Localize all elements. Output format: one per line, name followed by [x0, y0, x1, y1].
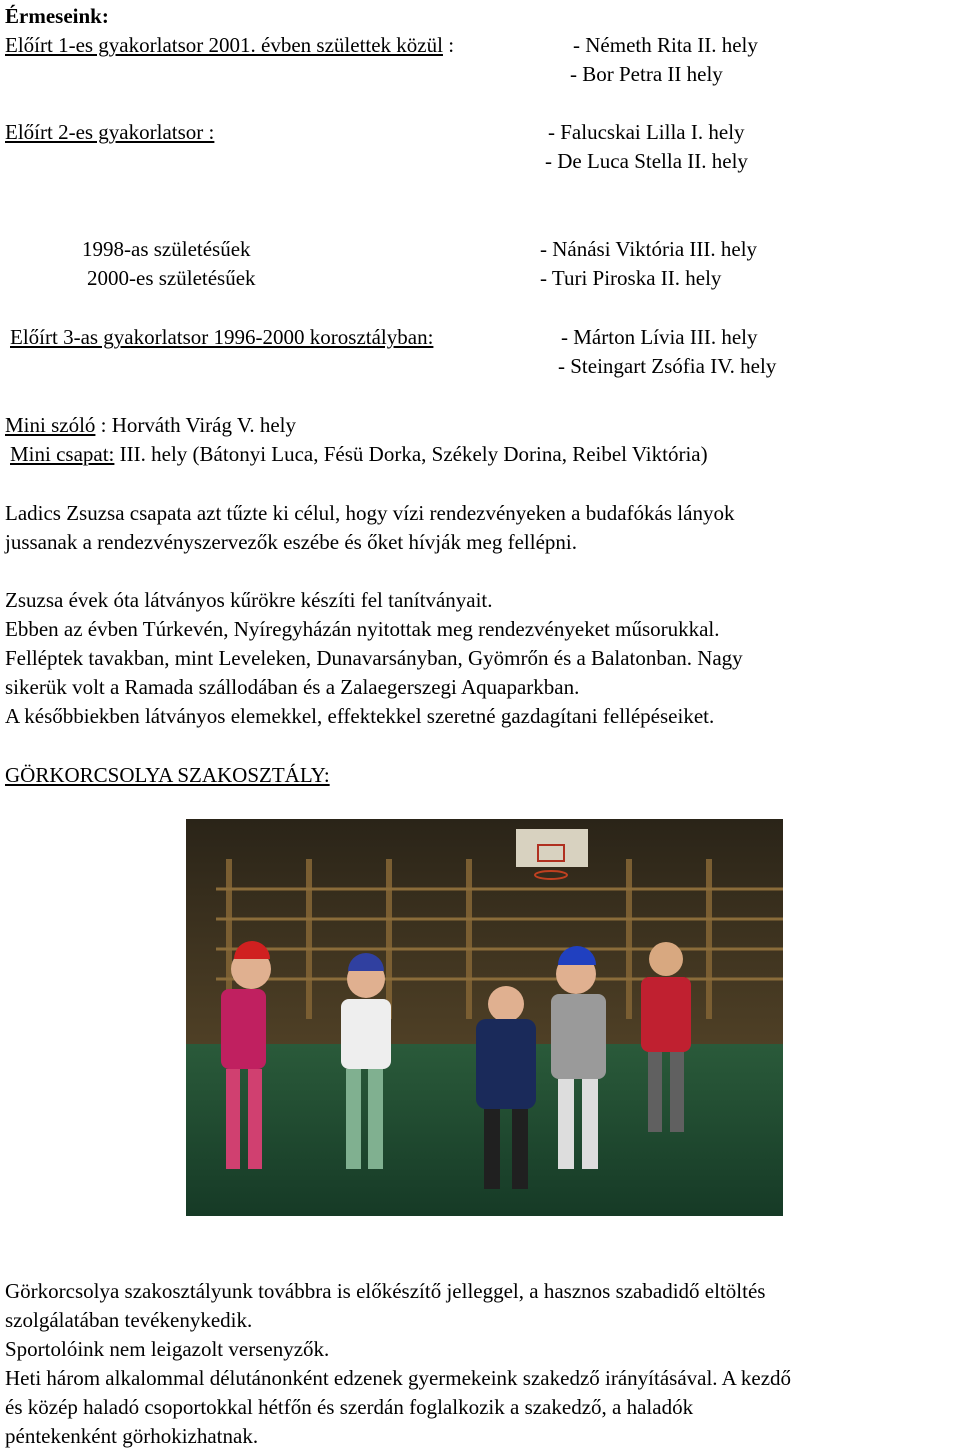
mini-solo-result: : Horváth Virág V. hely — [95, 413, 296, 437]
category-1-result-1: - Németh Rita II. hely — [573, 33, 758, 57]
skating-line-4: Heti három alkalommal délutánonként edzenek gyermekeink szakedző irányításával. A kezdő — [5, 1366, 792, 1390]
mini-solo — [5, 411, 296, 440]
category-3-result-1: - Márton Lívia III. hely — [561, 325, 758, 349]
subgroup-2000-result: - Turi Piroska II. hely — [540, 266, 722, 290]
mini-team-label: Mini csapat: — [10, 442, 115, 466]
paragraph-2-line-4: sikerük volt a Ramada szállodában és a Zalaegerszegi Aquaparkban. — [5, 675, 580, 699]
paragraph-2-line-3: Felléptek tavakban, mint Leveleken, Dunavarsányban, Gyömrőn és a Balatonban. Nagy — [5, 646, 743, 670]
medals-heading: Érmeseink: — [5, 4, 109, 28]
skating-line-2: szolgálatában tevékenykedik. — [5, 1308, 253, 1332]
category-1-label-text: Előírt 1-es gyakorlatsor 2001. évben születtek közül — [5, 33, 443, 57]
skating-photo-illustration — [186, 819, 783, 1216]
category-2-result-1: - Falucskai Lilla I. hely — [548, 120, 745, 144]
skating-line-1: Görkorcsolya szakosztályunk továbbra is előkészítő jelleggel, a hasznos szabadidő eltöltés — [5, 1279, 766, 1303]
paragraph-2-line-2: Ebben az évben Túrkevén, Nyíregyházán nyitottak meg rendezvényeket műsorukkal. — [5, 617, 720, 641]
section-title: GÖRKORCSOLYA SZAKOSZTÁLY: — [5, 763, 330, 787]
skating-line-5: és közép haladó csoportokkal hétfőn és szerdán foglalkozik a szakedző, a haladók — [5, 1395, 694, 1419]
skating-photo — [186, 819, 783, 1216]
paragraph-2-line-1: Zsuzsa évek óta látványos kűrökre készíti fel tanítványait. — [5, 588, 493, 612]
skating-line-6: péntekenként görhokizhatnak. — [5, 1424, 259, 1448]
category-1-colon: : — [448, 33, 455, 57]
mini-team — [10, 440, 708, 469]
paragraph-1-line-2: jussanak a rendezvényszervezők eszébe és őket hívják meg fellépni. — [5, 530, 578, 554]
category-1-result-2: - Bor Petra II hely — [570, 62, 723, 86]
category-3-result-2: - Steingart Zsófia IV. hely — [558, 354, 777, 378]
subgroup-2000-label: 2000-es születésűek — [87, 266, 256, 290]
paragraph-1-line-1: Ladics Zsuzsa csapata azt tűzte ki célul, hogy vízi rendezvényeken a budafókás lányok — [5, 501, 735, 525]
category-3-label: Előírt 3-as gyakorlatsor 1996-2000 korosztályban: — [10, 325, 434, 349]
category-2-label: Előírt 2-es gyakorlatsor : — [5, 120, 215, 144]
mini-team-result: III. hely (Bátonyi Luca, Fésü Dorka, Székely Dorina, Reibel Viktória) — [114, 442, 708, 466]
category-2-result-2: - De Luca Stella II. hely — [545, 149, 748, 173]
mini-solo-label: Mini szóló — [5, 413, 96, 437]
subgroup-1998-label: 1998-as születésűek — [82, 237, 251, 261]
subgroup-1998-result: - Nánási Viktória III. hely — [540, 237, 758, 261]
skating-line-3: Sportolóink nem leigazolt versenyzők. — [5, 1337, 330, 1361]
paragraph-2-line-5: A későbbiekben látványos elemekkel, effektekkel szeretné gazdagítani fellépéseiket. — [5, 704, 715, 728]
category-1-label — [5, 31, 454, 60]
